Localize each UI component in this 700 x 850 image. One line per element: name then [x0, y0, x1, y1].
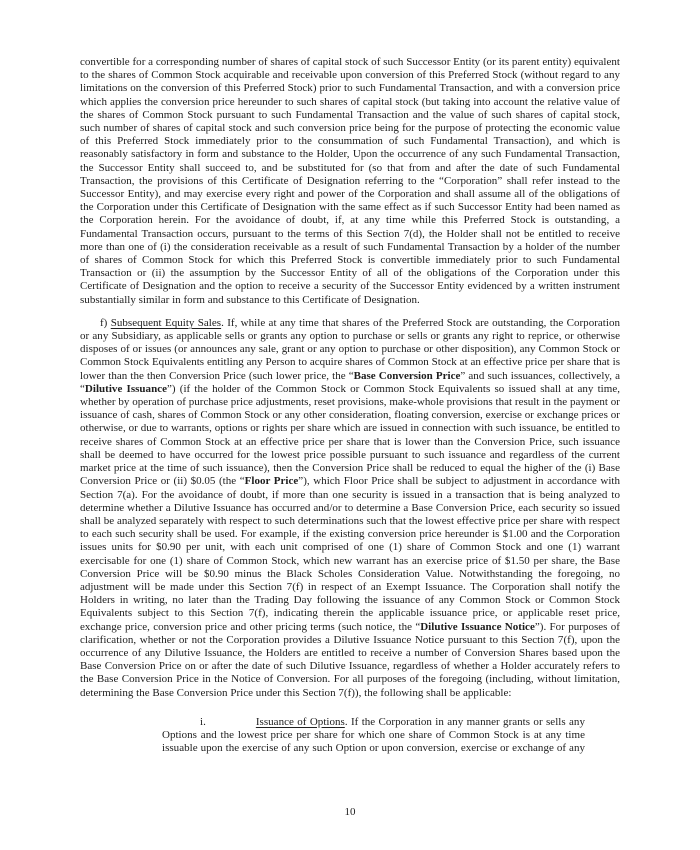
- subsection-f-body-3: ”) (if the holder of the Common Stock or Common Stock Equivalents so issued shall at any time, whether by operation of purchase price adjustments, reset provisions, make-whole provisions that result in the payment or issuance of cash, shares of Common Stock or any other consideration, floating conversion, exercise or exchange prices or otherwise, or due to warrants, options or rights per share which are issued in connection with such issuance, be entitled to receive shares of Common Stock at an effective price per share that is lower than the Conversion Price, such issuance shall be deemed to have occurred for the lowest price possible pursuant to such issuance and regardless of the current market price at the time of such issuance), then the Conversion Price shall be reduced to equal the higher of the (i) Base Conversion Price or (ii) $0.05 (the “: [80, 382, 620, 488]
- paragraph-continuation: convertible for a corresponding number of shares of capital stock of such Successor Entity (or its parent entity) equivalent to the shares of Common Stock acquirable and receivable upon conversion of this Preferred Stock (without regard to any limitations on the conversion of this Preferred Stock) prior to such Fundamental Transaction, and with a conversion price which applies the conversion price hereunder to such shares of capital stock (but taking into account the relative value of the shares of Common Stock pursuant to such Fundamental Transaction and the value of such shares of capital stock, such number of shares of capital stock and such conversion price being for the purpose of protecting the economic value of this Preferred Stock immediately prior to the consummation of such Fundamental Transaction), and which is reasonably satisfactory in form and substance to the Holder, Upon the occurrence of any such Fundamental Transaction, the Successor Entity shall succeed to, and be substituted for (so that from and after the date of such Fundamental Transaction, the provisions of this Certificate of Designation referring to the “Corporation” shall refer instead to the Successor Entity), and may exercise every right and power of the Corporation and shall assume all of the obligations of the Corporation under this Certificate of Designation with the same effect as if such Successor Entity had been named as the Corporation herein. For the avoidance of doubt, if, at any time while this Preferred Stock is outstanding, a Fundamental Transaction occurs, pursuant to the terms of this Section 7(d), the Holder shall not be entitled to receive more than one of (i) the consideration receivable as a result of such Fundamental Transaction by a holder of the number of shares of Common Stock for which this Preferred Stock is convertible immediately prior to such Fundamental Transaction or (ii) the assumption by the Successor Entity of all of the obligations of the Corporation under this Certificate of Designation and the option to receive a security of the Successor Entity evidenced by a written instrument substantially similar in form and substance to this Certificate of Designation.: [80, 56, 620, 306]
- subsection-f-heading: Subsequent Equity Sales: [110, 316, 222, 329]
- subsection-f-body-4: ”), which Floor Price shall be subject to adjustment in accordance with Section 7(a). For the avoidance of doubt, if more than one security is issued in a transaction that is being analyzed to determine whether a Dilutive Issuance has occurred and/or to determine a Base Conversion Price, each security so issued shall be analyzed separately with respect to such determinations such that the lowest effective price per share with respect to each such security shall be used. For example, if the existing conversion price hereunder is $1.00 and the Corporation issues units for $0.90 per unit, with each unit comprised of one (1) share of Common Stock and one (1) warrant exercisable for one (1) share of Common Stock, which new warrant has an exercise price of $1.50 per share, the Base Conversion Price will be $0.90 minus the Black Scholes Consideration Value. Notwithstanding the foregoing, no adjustment will be made under this Section 7(f) in respect of an Exempt Issuance. The Corporation shall notify the Holders in writing, no later than the Trading Day following the issuance of any Common Stock or Common Stock Equivalents subject to this Section 7(f), indicating therein the applicable issuance price, or applicable reset price, exchange price, conversion price and other pricing terms (such notice, the “: [80, 475, 620, 633]
- clause-i-heading: Issuance of Options: [255, 715, 345, 728]
- term-floor-price: Floor Price: [244, 475, 299, 488]
- term-dilutive-issuance-notice: Dilutive Issuance Notice: [420, 620, 535, 633]
- term-dilutive-issuance: Dilutive Issuance: [84, 382, 168, 395]
- page-footer: [0, 806, 700, 819]
- clause-i-body: . If the Corporation in any manner grants or sells any Options and the lowest price per share for which one share of Common Stock is at any time issuable upon the exercise of any such Option or upon conversion, exercise or exchange of any: [162, 715, 585, 755]
- page-number: 10: [344, 806, 356, 818]
- subsection-f-body-2: ” and such issuances, collectively, a “: [80, 369, 620, 395]
- subsection-f-body-1: . If, while at any time that shares of the Preferred Stock are outstanding, the Corporation or any Subsidiary, as applicable sells or grants any option to purchase or sells or grants any right to reprice, or otherwise disposes of or issues (or announces any sale, grant or any option to purchase or other disposition), any Common Stock or Common Stock Equivalents entitling any Person to acquire shares of Common Stock at an effective price per share that is lower than the then Conversion Price (such lower price, the “: [80, 316, 620, 382]
- term-base-conversion-price: Base Conversion Price: [353, 369, 461, 382]
- clause-i-label: i.: [200, 715, 206, 728]
- subsection-f-body-5: ”). For purposes of clarification, whether or not the Corporation provides a Dilutive Issuance Notice pursuant to this Section 7(f), upon the occurrence of any Dilutive Issuance, the Holders are entitled to receive a number of Conversion Shares based upon the Base Conversion Price on or after the date of such Dilutive Issuance, regardless of whether a Holder accurately refers to the Base Conversion Price in the Notice of Conversion. For all purposes of the foregoing (including, without limitation, determining the Base Conversion Price under this Section 7(f)), the following shall be applicable:: [80, 620, 620, 699]
- clause-i-paragraph: [162, 716, 585, 756]
- subsection-f-paragraph: [80, 317, 620, 700]
- subsection-f-label: f): [100, 316, 108, 329]
